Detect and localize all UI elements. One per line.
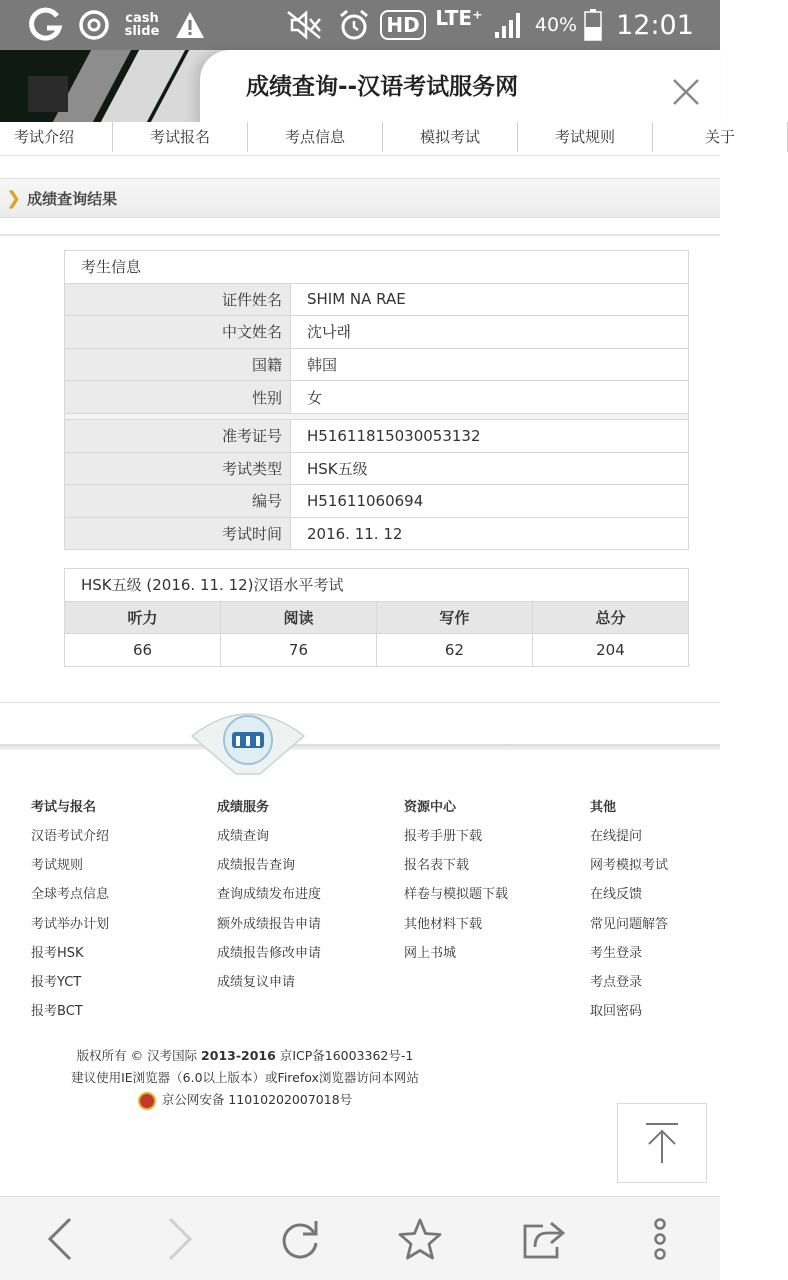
site-nav: [0, 122, 735, 156]
lte-label: LTE⁺: [435, 6, 483, 30]
table-row: [65, 634, 689, 667]
footer-heading: 考试与报名: [31, 800, 97, 815]
hanban-fan-logo: [188, 706, 308, 778]
table-row: [65, 283, 689, 316]
footer-link[interactable]: 在线提问: [590, 829, 643, 844]
footer-link[interactable]: 成绩查询: [217, 829, 270, 844]
icp-number[interactable]: 京ICP备16003362号-1: [279, 1048, 414, 1063]
footer-link[interactable]: 成绩报告修改申请: [217, 945, 322, 961]
footer-column-scores: [217, 796, 387, 1000]
footer-link[interactable]: 考试举办计划: [31, 916, 110, 932]
footer-heading: 资源中心: [404, 800, 457, 815]
score-table: [64, 568, 689, 667]
alarm-icon: [334, 0, 374, 50]
candidate-info-caption: 考生信息: [65, 251, 689, 284]
back-button[interactable]: [30, 1215, 90, 1263]
status-bar: [0, 0, 720, 50]
divider: [0, 234, 720, 236]
footer-link[interactable]: 其他材料下载: [404, 916, 483, 932]
forward-arrow-icon: [166, 1217, 194, 1261]
row-label: 考试时间: [65, 517, 291, 550]
footer-link[interactable]: 报考BCT: [31, 1004, 83, 1020]
footer-link[interactable]: 额外成绩报告申请: [217, 916, 322, 932]
score-header-total: 总分: [532, 601, 688, 634]
app-g-icon: [26, 0, 66, 50]
hd-icon: [380, 0, 426, 50]
score-header-listening: 听力: [65, 601, 221, 634]
footer-link[interactable]: 在线反馈: [590, 887, 643, 903]
score-reading: 76: [220, 634, 376, 667]
row-value: 女: [291, 381, 689, 414]
police-record[interactable]: 京公网安备 11010202007018号: [161, 1092, 353, 1107]
bookmark-button[interactable]: [390, 1215, 450, 1263]
sync-icon: [74, 0, 114, 50]
footer-rule: [0, 744, 720, 750]
reload-button[interactable]: [270, 1215, 330, 1263]
footer-link[interactable]: 取回密码: [590, 1004, 643, 1020]
footer-heading: 其他: [590, 800, 617, 815]
browser-toolbar: [0, 1196, 720, 1280]
table-row: [65, 517, 689, 550]
row-label: 证件姓名: [65, 283, 291, 316]
footer-link[interactable]: 报考YCT: [31, 974, 82, 990]
footer-column-other: [590, 796, 715, 1029]
footer-link[interactable]: 考生登录: [590, 945, 643, 961]
table-row: [65, 452, 689, 485]
row-label: 性别: [65, 381, 291, 414]
close-icon: [672, 78, 700, 106]
score-table-caption: HSK五级 (2016. 11. 12)汉语水平考试: [65, 569, 689, 602]
row-label: 中文姓名: [65, 316, 291, 349]
browser-note: 建议使用IE浏览器（6.0以上版本）或Firefox浏览器访问本网站: [71, 1070, 419, 1085]
row-label: 编号: [65, 485, 291, 518]
cash-slide-line1: cash: [125, 11, 159, 26]
row-label: 准考证号: [65, 419, 291, 452]
more-menu-button[interactable]: [630, 1215, 690, 1263]
row-value: 韩国: [291, 348, 689, 381]
warning-icon: [170, 0, 210, 50]
table-row: [65, 381, 689, 414]
star-icon: [397, 1217, 443, 1261]
share-icon: [521, 1217, 567, 1261]
footer-heading: 成绩服务: [217, 800, 270, 815]
banner-logo-glyph: [28, 76, 68, 112]
back-to-top-button[interactable]: [617, 1103, 707, 1183]
nav-item-mock-test[interactable]: 模拟考试: [383, 122, 518, 152]
row-value: SHIM NA RAE: [291, 283, 689, 316]
footer-link[interactable]: 汉语考试介绍: [31, 829, 110, 844]
police-badge-icon: [138, 1092, 156, 1110]
footer-link[interactable]: 样卷与模拟题下载: [404, 887, 509, 903]
battery-icon: [582, 0, 604, 50]
battery-percent: 40%: [534, 14, 578, 36]
footer-link[interactable]: 考点登录: [590, 974, 643, 990]
police-line: [0, 1089, 490, 1111]
cash-slide-line2: slide: [124, 24, 160, 39]
candidate-info-table: [64, 250, 689, 550]
footer-link[interactable]: 成绩复议申请: [217, 974, 296, 990]
footer-link[interactable]: 考试规则: [31, 858, 84, 874]
cash-slide-icon: [120, 0, 164, 50]
footer-link[interactable]: 报名表下载: [404, 858, 470, 874]
table-row: [65, 485, 689, 518]
score-header-reading: 阅读: [220, 601, 376, 634]
footer-column-resources: [404, 796, 574, 971]
nav-item-registration[interactable]: 考试报名: [113, 122, 248, 152]
page-title: 成绩查询--汉语考试服务网: [246, 74, 519, 100]
row-value: H51611060694: [291, 485, 689, 518]
chevron-right-icon: ❯: [6, 187, 22, 209]
nav-item-test-centers[interactable]: 考点信息: [248, 122, 383, 152]
footer-link[interactable]: 报考手册下载: [404, 829, 483, 844]
row-value: 2016. 11. 12: [291, 517, 689, 550]
footer-link[interactable]: 常见问题解答: [590, 916, 669, 932]
score-listening: 66: [65, 634, 221, 667]
result-section-header: [0, 178, 720, 218]
forward-button[interactable]: [150, 1215, 210, 1263]
mute-icon: [282, 0, 326, 50]
back-arrow-icon: [46, 1217, 74, 1261]
result-section-title: 成绩查询结果: [27, 189, 118, 208]
row-value: 沈나래: [291, 316, 689, 349]
clock: 12:01: [616, 9, 694, 41]
hd-label: HD: [380, 10, 425, 40]
footer-link[interactable]: 查询成绩发布进度: [217, 887, 322, 903]
row-value: H51611815030053132: [291, 419, 689, 452]
arrow-up-icon: [644, 1121, 680, 1165]
copyright-prefix: 版权所有 © 汉考国际: [76, 1048, 202, 1063]
table-row: [65, 348, 689, 381]
nav-item-about[interactable]: 关于: [653, 122, 788, 152]
score-header-writing: 写作: [376, 601, 532, 634]
footer-link[interactable]: 报考HSK: [31, 945, 84, 961]
score-total: 204: [532, 634, 688, 667]
close-button[interactable]: [664, 70, 708, 114]
copyright-years: 2013-2016: [201, 1048, 276, 1063]
table-row: [65, 419, 689, 452]
signal-icon: [490, 0, 526, 50]
nav-item-rules[interactable]: 考试规则: [518, 122, 653, 152]
footer-column-exam: [31, 796, 201, 1029]
share-button[interactable]: [514, 1215, 574, 1263]
table-row: [65, 316, 689, 349]
footer-link[interactable]: 成绩报告查询: [217, 858, 296, 874]
score-writing: 62: [376, 634, 532, 667]
nav-item-exam-intro[interactable]: 考试介绍: [0, 122, 113, 152]
lte-icon: [432, 0, 486, 50]
more-vertical-icon: [650, 1217, 670, 1261]
row-label: 国籍: [65, 348, 291, 381]
copyright-block: [0, 1045, 490, 1111]
footer-link[interactable]: 网上书城: [404, 945, 457, 961]
reload-icon: [278, 1217, 322, 1261]
footer-divider: [0, 702, 720, 703]
footer-link[interactable]: 全球考点信息: [31, 887, 110, 903]
copyright-line: [0, 1045, 490, 1067]
row-value: HSK五级: [291, 452, 689, 485]
row-label: 考试类型: [65, 452, 291, 485]
footer-link[interactable]: 网考模拟考试: [590, 858, 669, 874]
